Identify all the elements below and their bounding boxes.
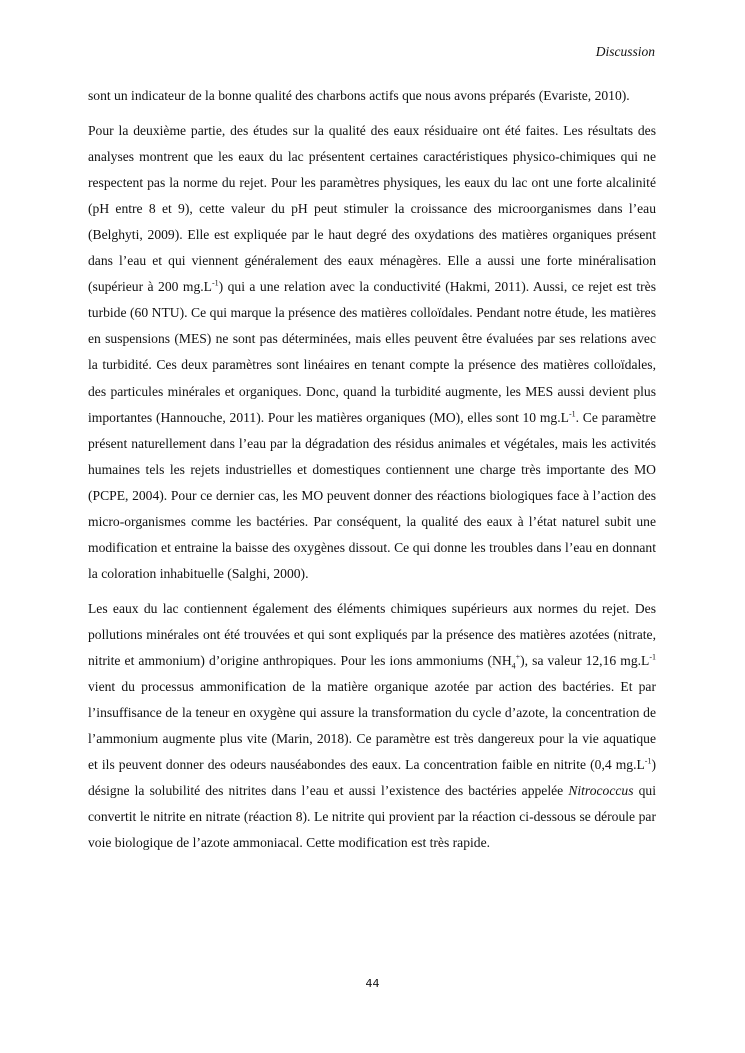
subscript: 4 bbox=[511, 661, 516, 671]
superscript: -1 bbox=[211, 278, 219, 288]
text-run: Pour la deuxième partie, des études sur la qualité des eaux résiduaire ont été faites. Les résultats des analyses montrent que les eaux du lac présentent certaines caractéristiques physico-chimiques qui ne respectent pas la norme du rejet. Pour les paramètres physiques, les eaux du lac ont une forte alcalinité (pH entre 8 et 9), cette valeur du pH peut stimuler la croissance des microorganismes dans l’eau (Belghyti, 2009). Elle est expliquée par le haut degré des oxydations des matières organiques présent dans l’eau et qui viennent généralement des eaux ménagères. Elle a aussi une forte minéralisation (supérieur à 200 mg.L bbox=[88, 123, 656, 295]
paragraph-1 bbox=[88, 83, 656, 109]
text-run: ) qui a une relation avec la conductivité (Hakmi, 2011). Aussi, ce rejet est très turbide (60 NTU). Ce qui marque la présence des matières colloïdales. Pendant notre étude, les matières en suspensions (MES) ne sont pas déterminées, mais elles peuvent être évaluées par ses relations avec la turbidité. Ces deux paramètres sont linéaires en tenant compte la présence des matières colloïdales, des particules minérales et organiques. Donc, quand la turbidité augmente, les MES aussi devient plus importantes (Hannouche, 2011). Pour les matières organiques (MO), elles sont 10 mg.L bbox=[88, 279, 656, 425]
running-header: Discussion bbox=[595, 44, 655, 59]
paragraph-3 bbox=[88, 596, 656, 856]
text-run: vient du processus ammonification de la matière organique azotée par action des bactéries. Et par l’insuffisance de la teneur en oxygène qui assure la transformation du cycle d’azote, la concentration de l’ammonium augmente plus vite (Marin, 2018). Ce paramètre est très dangereux pour la vie aquatique et ils peuvent donner des odeurs nauséabondes des eaux. La concentration faible en nitrite (0,4 mg.L bbox=[88, 679, 656, 773]
text-run: . Ce paramètre présent naturellement dans l’eau par la dégradation des résidus animales et végétales, mais les activités humaines tels les rejets industrielles et domestiques contiennent une charge très importante des MO (PCPE, 2004). Pour ce dernier cas, les MO peuvent donner des réactions biologiques face à l’action des micro-organismes comme les bactéries. Par conséquent, la qualité des eaux à l’état naturel subit une modification et entraine la baisse des oxygènes dissout. Ce qui donne les troubles dans l’eau en donnant la coloration inhabituelle (Salghi, 2000). bbox=[88, 409, 656, 581]
page-number: 44 bbox=[365, 977, 380, 990]
superscript: -1 bbox=[568, 409, 576, 419]
superscript: -1 bbox=[644, 756, 652, 766]
paragraph-2 bbox=[88, 118, 656, 587]
text-run: ), sa valeur 12,16 mg.L bbox=[520, 652, 650, 668]
species-name: Nitrococcus bbox=[568, 783, 634, 799]
body-text bbox=[88, 83, 656, 856]
text-run: sont un indicateur de la bonne qualité des charbons actifs que nous avons préparés (Evariste, 2010). bbox=[88, 88, 630, 103]
superscript: -1 bbox=[649, 652, 656, 662]
text-run: qui convertit le nitrite en nitrate (réaction 8). Le nitrite qui provient par la réaction ci-dessous se déroule par voie biologique de l’azote ammoniacal. Cette modification est très rapide. bbox=[88, 783, 656, 851]
text-run: ) désigne la solubilité des nitrites dans l’eau et aussi l’existence des bactéries appelée bbox=[88, 757, 656, 799]
superscript: + bbox=[515, 652, 521, 662]
text-run: Les eaux du lac contiennent également des éléments chimiques supérieurs aux normes du rejet. Des pollutions minérales ont été trouvées et qui sont expliqués par la présence des matières azotées (nitrate, nitrite et ammonium) d’origine anthropiques. Pour les ions ammoniums (NH bbox=[88, 600, 656, 668]
